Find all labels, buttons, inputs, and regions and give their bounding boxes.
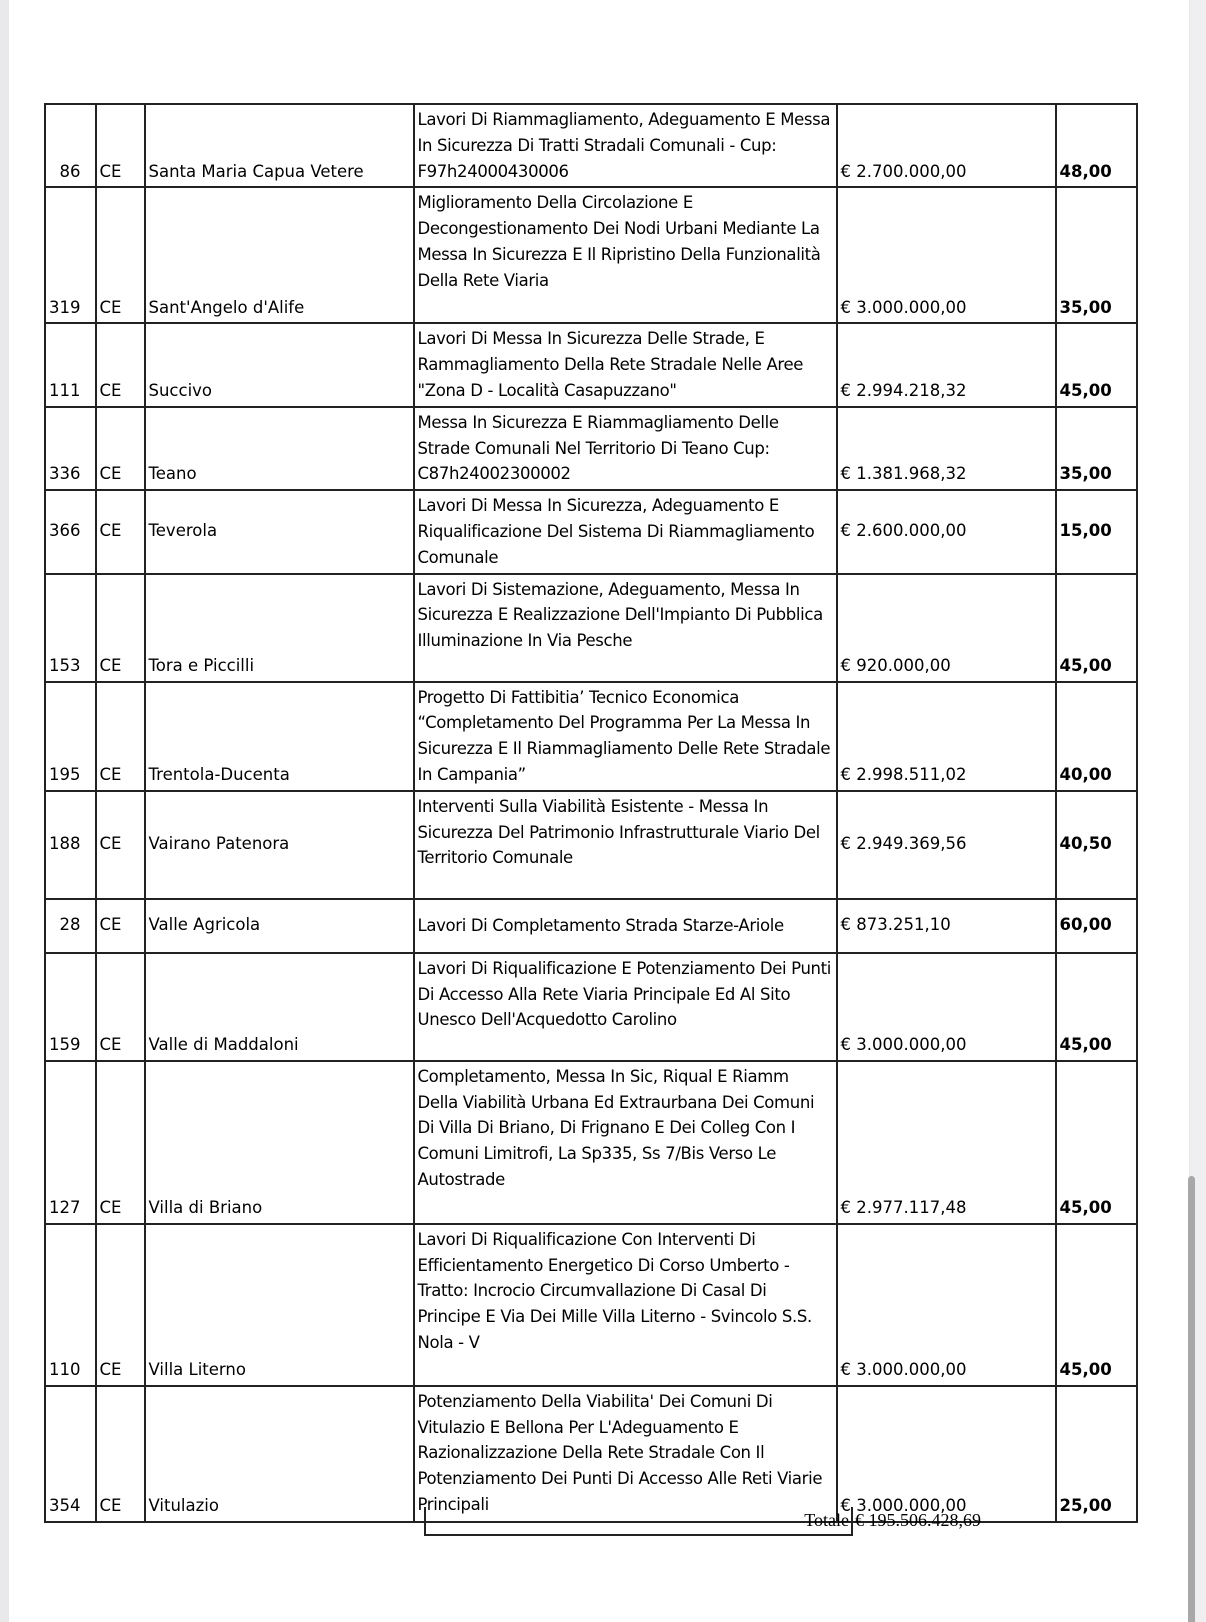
description-cell: Lavori Di Sistemazione, Adeguamento, Messa In Sicurezza E Realizzazione Dell'Impianto Di Pubblica Illuminazione In Via Pesche bbox=[414, 574, 837, 682]
score-cell: 48,00 bbox=[1056, 104, 1137, 187]
amount-cell: € 3.000.000,00 bbox=[837, 1224, 1056, 1386]
rank-cell: 366 bbox=[45, 490, 96, 573]
score-cell: 45,00 bbox=[1056, 1224, 1137, 1386]
rank-cell: 354 bbox=[45, 1386, 96, 1522]
province-cell: CE bbox=[96, 953, 145, 1061]
score-cell: 35,00 bbox=[1056, 407, 1137, 490]
amount-cell: € 2.998.511,02 bbox=[837, 682, 1056, 791]
amount-cell: € 2.700.000,00 bbox=[837, 104, 1056, 187]
score-cell: 45,00 bbox=[1056, 953, 1137, 1061]
municipality-cell: Santa Maria Capua Vetere bbox=[145, 104, 414, 187]
province-cell: CE bbox=[96, 574, 145, 682]
description-cell: Lavori Di Riammagliamento, Adeguamento E Messa In Sicurezza Di Tratti Stradali Comunali - Cup: F97h24000430006 bbox=[414, 104, 837, 187]
province-cell: CE bbox=[96, 490, 145, 573]
province-cell: CE bbox=[96, 682, 145, 791]
score-cell: 45,00 bbox=[1056, 574, 1137, 682]
amount-cell: € 2.949.369,56 bbox=[837, 791, 1056, 899]
rank-cell: 127 bbox=[45, 1061, 96, 1224]
total-label-cell bbox=[424, 1507, 853, 1536]
province-cell: CE bbox=[96, 791, 145, 899]
score-cell: 40,50 bbox=[1056, 791, 1137, 899]
municipality-cell: Sant'Angelo d'Alife bbox=[145, 187, 414, 323]
municipality-cell: Teano bbox=[145, 407, 414, 490]
table-row bbox=[45, 187, 1137, 323]
table-row bbox=[45, 1224, 1137, 1386]
total-value: € 195.506.428,69 bbox=[855, 1510, 981, 1530]
description-cell: Lavori Di Messa In Sicurezza, Adeguamento E Riqualificazione Del Sistema Di Riammagliamento Comunale bbox=[414, 490, 837, 573]
table-row bbox=[45, 1386, 1137, 1522]
amount-cell: € 2.994.218,32 bbox=[837, 323, 1056, 406]
table-row bbox=[45, 323, 1137, 406]
table-row bbox=[45, 574, 1137, 682]
description-cell: Messa In Sicurezza E Riammagliamento Delle Strade Comunali Nel Territorio Di Teano Cup: C87h24002300002 bbox=[414, 407, 837, 490]
scrollbar-thumb[interactable] bbox=[1188, 1176, 1195, 1622]
amount-cell: € 3.000.000,00 bbox=[837, 187, 1056, 323]
score-cell: 15,00 bbox=[1056, 490, 1137, 573]
municipality-cell: Villa Literno bbox=[145, 1224, 414, 1386]
province-cell: CE bbox=[96, 104, 145, 187]
table-row bbox=[45, 407, 1137, 490]
rank-cell: 336 bbox=[45, 407, 96, 490]
municipality-cell: Valle di Maddaloni bbox=[145, 953, 414, 1061]
municipality-cell: Vairano Patenora bbox=[145, 791, 414, 899]
table-row bbox=[45, 899, 1137, 953]
description-cell: Interventi Sulla Viabilità Esistente - Messa In Sicurezza Del Patrimonio Infrastrutturale Viario Del Territorio Comunale bbox=[414, 791, 837, 899]
table-row bbox=[45, 953, 1137, 1061]
amount-cell: € 873.251,10 bbox=[837, 899, 1056, 953]
total-label: Totale bbox=[804, 1510, 849, 1530]
description-cell: Miglioramento Della Circolazione E Decongestionamento Dei Nodi Urbani Mediante La Messa In Sicurezza E Il Ripristino Della Funzionalità Della Rete Viaria bbox=[414, 187, 837, 323]
rank-cell: 153 bbox=[45, 574, 96, 682]
table-row bbox=[45, 1061, 1137, 1224]
table-row bbox=[45, 490, 1137, 573]
rank-cell: 159 bbox=[45, 953, 96, 1061]
score-cell: 60,00 bbox=[1056, 899, 1137, 953]
amount-cell: € 920.000,00 bbox=[837, 574, 1056, 682]
rank-cell: 188 bbox=[45, 791, 96, 899]
table-row bbox=[45, 104, 1137, 187]
score-cell: 35,00 bbox=[1056, 187, 1137, 323]
municipality-cell: Succivo bbox=[145, 323, 414, 406]
rank-cell: 110 bbox=[45, 1224, 96, 1386]
table-row bbox=[45, 682, 1137, 791]
municipality-cell: Valle Agricola bbox=[145, 899, 414, 953]
description-cell: Lavori Di Completamento Strada Starze-Ariole bbox=[414, 899, 837, 953]
province-cell: CE bbox=[96, 187, 145, 323]
province-cell: CE bbox=[96, 1224, 145, 1386]
score-cell: 25,00 bbox=[1056, 1386, 1137, 1522]
score-cell: 45,00 bbox=[1056, 1061, 1137, 1224]
rank-cell: 195 bbox=[45, 682, 96, 791]
municipality-cell: Teverola bbox=[145, 490, 414, 573]
province-cell: CE bbox=[96, 899, 145, 953]
rank-cell: 111 bbox=[45, 323, 96, 406]
municipality-cell: Trentola-Ducenta bbox=[145, 682, 414, 791]
province-cell: CE bbox=[96, 323, 145, 406]
description-cell: Potenziamento Della Viabilita' Dei Comuni Di Vitulazio E Bellona Per L'Adeguamento E Razionalizzazione Della Rete Stradale Con Il Potenziamento Dei Punti Di Accesso Alle Reti Viarie Principali bbox=[414, 1386, 837, 1522]
municipality-cell: Vitulazio bbox=[145, 1386, 414, 1522]
description-cell: Lavori Di Riqualificazione Con Interventi Di Efficientamento Energetico Di Corso Umberto - Tratto: Incrocio Circumvallazione Di Casal Di Principe E Via Dei Mille Villa Literno - Svincolo S.S. Nola - V bbox=[414, 1224, 837, 1386]
score-cell: 40,00 bbox=[1056, 682, 1137, 791]
amount-cell: € 2.600.000,00 bbox=[837, 490, 1056, 573]
amount-cell: € 3.000.000,00 bbox=[837, 1386, 1056, 1522]
rank-cell: 319 bbox=[45, 187, 96, 323]
description-cell: Progetto Di Fattibitia’ Tecnico Economica “Completamento Del Programma Per La Messa In Sicurezza E Il Riammagliamento Delle Rete Stradale In Campania” bbox=[414, 682, 837, 791]
rank-cell: 28 bbox=[45, 899, 96, 953]
province-cell: CE bbox=[96, 1386, 145, 1522]
amount-cell: € 2.977.117,48 bbox=[837, 1061, 1056, 1224]
amount-cell: € 3.000.000,00 bbox=[837, 953, 1056, 1061]
projects-table bbox=[44, 103, 1138, 1523]
description-cell: Completamento, Messa In Sic, Riqual E Riamm Della Viabilità Urbana Ed Extraurbana Dei Comuni Di Villa Di Briano, Di Frignano E Dei Colleg Con I Comuni Limitrofi, La Sp335, Ss 7/Bis Verso Le Autostrade bbox=[414, 1061, 837, 1224]
amount-cell: € 1.381.968,32 bbox=[837, 407, 1056, 490]
score-cell: 45,00 bbox=[1056, 323, 1137, 406]
municipality-cell: Villa di Briano bbox=[145, 1061, 414, 1224]
province-cell: CE bbox=[96, 407, 145, 490]
description-cell: Lavori Di Messa In Sicurezza Delle Strade, E Rammagliamento Della Rete Stradale Nelle Aree "Zona D - Località Casapuzzano" bbox=[414, 323, 837, 406]
province-cell: CE bbox=[96, 1061, 145, 1224]
table-row bbox=[45, 791, 1137, 899]
description-cell: Lavori Di Riqualificazione E Potenziamento Dei Punti Di Accesso Alla Rete Viaria Principale Ed Al Sito Unesco Dell'Acquedotto Carolino bbox=[414, 953, 837, 1061]
municipality-cell: Tora e Piccilli bbox=[145, 574, 414, 682]
rank-cell: 86 bbox=[45, 104, 96, 187]
